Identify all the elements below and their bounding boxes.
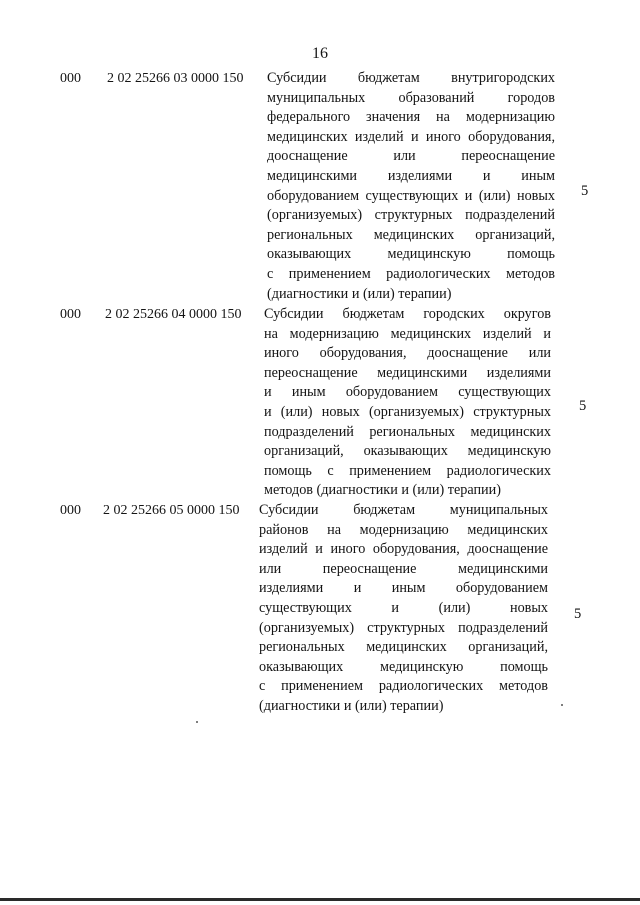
budget-code: 2 02 25266 05 0000 150 — [103, 503, 240, 518]
amount: 5 — [581, 183, 589, 199]
description-line: оборудованием существующих и (или) новых — [267, 187, 555, 204]
admin-code: 000 — [60, 307, 81, 322]
description-line: (диагностики и (или) терапии) — [267, 285, 452, 302]
amount: 5 — [574, 606, 582, 622]
description-line: (организуемых) структурных подразделений — [259, 619, 548, 636]
description-line: (организуемых) структурных подразделений — [267, 207, 555, 224]
description-line: муниципальных образований городов — [267, 89, 555, 106]
description-line: переоснащение медицинскими изделиями — [264, 364, 551, 381]
description-line: Субсидии бюджетам внутригородских — [267, 70, 555, 86]
description-line: с применением радиологических методов — [259, 678, 548, 695]
description-line: районов на модернизацию медицинских — [259, 521, 548, 538]
admin-code: 000 — [60, 71, 81, 86]
budget-code: 2 02 25266 04 0000 150 — [105, 307, 242, 322]
description-line: медицинскими изделиями и иным — [267, 167, 555, 184]
scan-speck — [561, 704, 563, 706]
description — [259, 501, 548, 717]
description-line: подразделений региональных медицинских — [264, 423, 551, 440]
description-line: или переоснащение медицинскими — [259, 560, 548, 577]
budget-code: 2 02 25266 03 0000 150 — [107, 71, 244, 86]
description-line: медицинских изделий и иного оборудования, — [267, 128, 555, 145]
description-line: изделиями и иным оборудованием — [259, 580, 548, 597]
page-number: 16 — [312, 45, 328, 62]
description-line: иного оборудования, дооснащение или — [264, 345, 551, 362]
description-line: организаций, оказывающих медицинскую — [264, 443, 551, 460]
description-line: оказывающих медицинскую помощь — [267, 246, 555, 263]
description-line: (диагностики и (или) терапии) — [259, 697, 444, 714]
description-line: методов (диагностики и (или) терапии) — [264, 482, 501, 499]
description-line: федерального значения на модернизацию — [267, 109, 555, 126]
description — [264, 305, 551, 501]
description-line: Субсидии бюджетам городских округов — [264, 306, 551, 322]
description-line: изделий и иного оборудования, дооснащение — [259, 541, 548, 558]
description-line: дооснащение или переоснащение — [267, 148, 555, 165]
scan-bottom-edge — [0, 898, 640, 901]
description-line: помощь с применением радиологических — [264, 462, 551, 479]
description — [267, 69, 555, 304]
description-line: оказывающих медицинскую помощь — [259, 658, 548, 675]
description-line: и (или) новых (организуемых) структурных — [264, 403, 551, 420]
description-line: на модернизацию медицинских изделий и — [264, 325, 551, 342]
description-line: Субсидии бюджетам муниципальных — [259, 502, 548, 518]
amount: 5 — [579, 398, 587, 414]
description-line: региональных медицинских организаций, — [259, 639, 548, 656]
description-line: региональных медицинских организаций, — [267, 226, 555, 243]
description-line: существующих и (или) новых — [259, 599, 548, 616]
description-line: с применением радиологических методов — [267, 265, 555, 282]
admin-code: 000 — [60, 503, 81, 518]
scan-speck — [196, 721, 198, 723]
description-line: и иным оборудованием существующих — [264, 384, 551, 401]
